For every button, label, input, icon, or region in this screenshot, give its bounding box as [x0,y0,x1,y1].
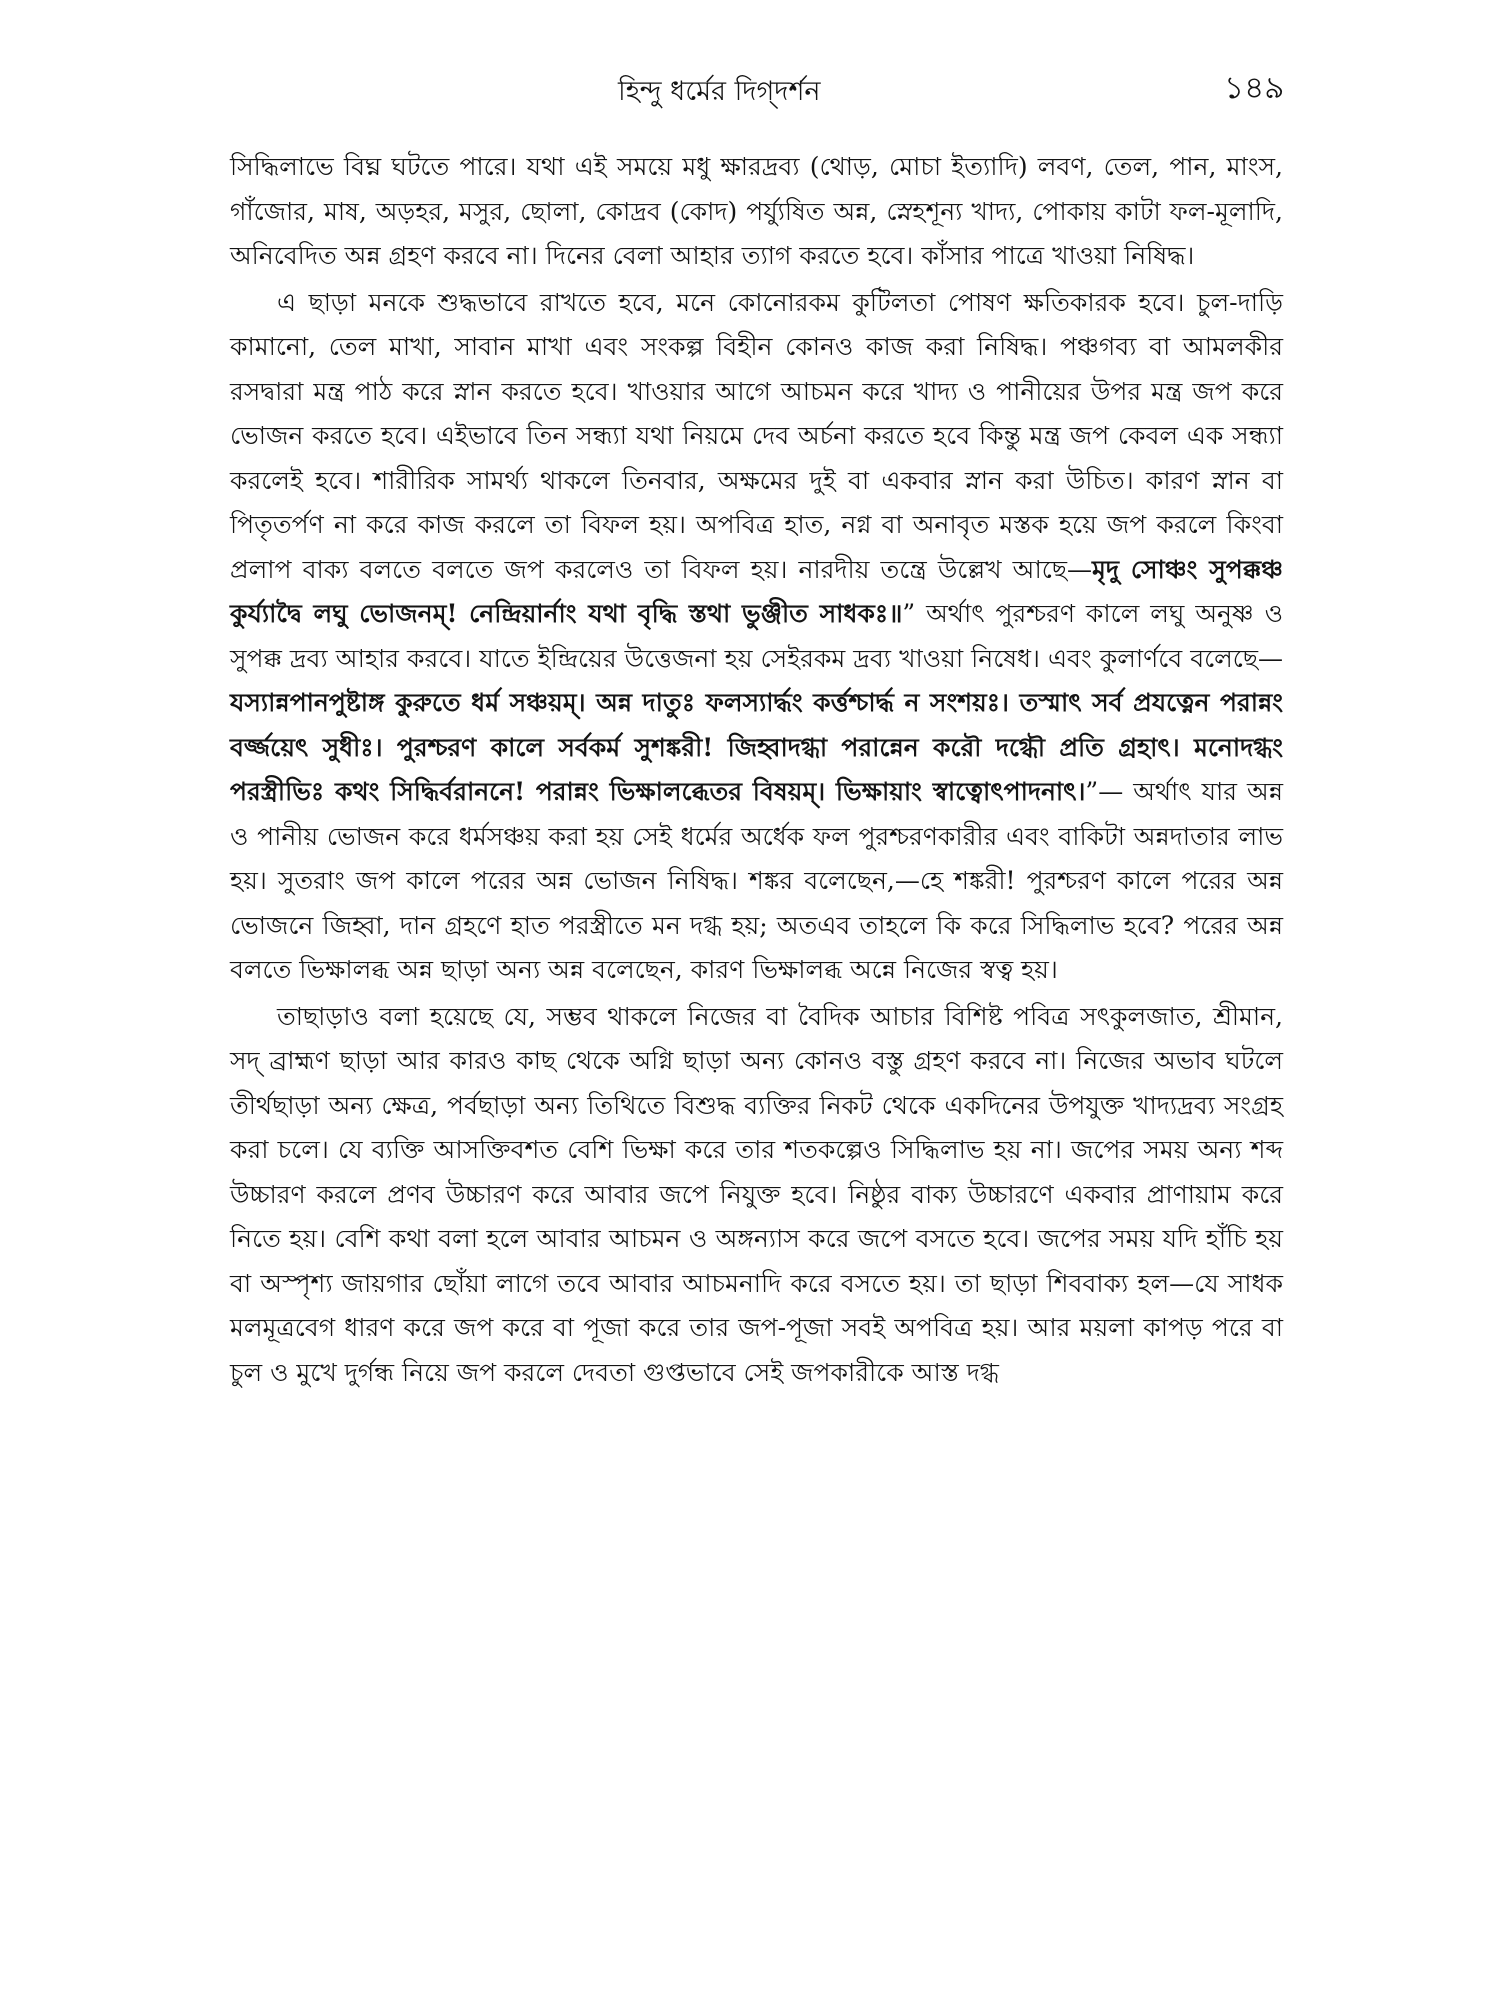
paragraph-text: এ ছাড়া মনকে শুদ্ধভাবে রাখতে হবে, মনে কোনোরকম কুটিলতা পোষণ ক্ষতিকারক হবে। চুল-দাড়ি কামানো, তেল মাখা, সাবান মাখা এবং সংকল্প বিহীন কোনও কাজ করা নিষিদ্ধ। পঞ্চগব্য বা আমলকীর রসদ্বারা মন্ত্র পাঠ করে স্নান করতে হবে। খাওয়ার আগে আচমন করে খাদ্য ও পানীয়ের উপর মন্ত্র জপ করে ভোজন করতে হবে। এইভাবে তিন সন্ধ্যা যথা নিয়মে দেব অর্চনা করতে হবে কিন্তু মন্ত্র জপ কেবল এক সন্ধ্যা করলেই হবে। শারীরিক সামর্থ্য থাকলে তিনবার, অক্ষমের দুই বা একবার স্নান করা উচিত। কারণ স্নান বা পিতৃতর্পণ না করে কাজ করলে তা বিফল হয়। অপবিত্র হাত, নগ্ন বা অনাবৃত মস্তক হয়ে জপ করলে কিংবা প্রলাপ বাক্য বলতে বলতে জপ করলেও তা বিফল হয়। নারদীয় তন্ত্রে উল্লেখ আছে— [230,287,1283,584]
paragraph-text: ”— অর্থাৎ যার অন্ন ও পানীয় ভোজন করে ধর্মসঞ্চয় করা হয় সেই ধর্মের অর্ধেক ফল পুরশ্চরণকারীর এবং বাকিটা অন্নদাতার লাভ হয়। সুতরাং জপ কালে পরের অন্ন ভোজন নিষিদ্ধ। শঙ্কর বলেছেন,—হে শঙ্করী! পুরশ্চরণ কালে পরের অন্ন ভোজনে জিহ্বা, দান গ্রহণে হাত পরস্ত্রীতে মন দগ্ধ হয়; অতএব তাহলে কি করে সিদ্ধিলাভ হবে? পরের অন্ন বলতে ভিক্ষালব্ধ অন্ন ছাড়া অন্য অন্ন বলেছেন, কারণ ভিক্ষালব্ধ অন্নে নিজের স্বত্ব হয়। [230,777,1283,984]
paragraph-3 [230,995,1283,1396]
sanskrit-verse-naradiya: মৃদু সোঞ্চং সুপক্কঞ্চ কুর্য্যাদ্বৈ লঘু ভোজনম্! নেন্দ্রিয়ার্নাং যথা বৃদ্ধি স্তথা ভুঞ্জীত সাধকঃ॥ [230,554,1283,628]
paragraph-text: তাছাড়াও বলা হয়েছে যে, সম্ভব থাকলে নিজের বা বৈদিক আচার বিশিষ্ট পবিত্র সৎকুলজাত, শ্রীমান, সদ্ ব্রাহ্মণ ছাড়া আর কারও কাছ থেকে অগ্নি ছাড়া অন্য কোনও বস্তু গ্রহণ করবে না। নিজের অভাব ঘটলে তীর্থছাড়া অন্য ক্ষেত্র, পর্বছাড়া অন্য তিথিতে বিশুদ্ধ ব্যক্তির নিকট থেকে একদিনের উপযুক্ত খাদ্যদ্রব্য সংগ্রহ করা চলে। যে ব্যক্তি আসক্তিবশত বেশি ভিক্ষা করে তার শতকল্পেও সিদ্ধিলাভ হয় না। জপের সময় অন্য শব্দ উচ্চারণ করলে প্রণব উচ্চারণ করে আবার জপে নিযুক্ত হবে। নিষ্ঠুর বাক্য উচ্চারণে একবার প্রাণায়াম করে নিতে হয়। বেশি কথা বলা হলে আবার আচমন ও অঙ্গন্যাস করে জপে বসতে হবে। জপের সময় যদি হাঁচি হয় বা অস্পৃশ্য জায়গার ছোঁয়া লাগে তবে আবার আচমনাদি করে বসতে হয়। তা ছাড়া শিববাক্য হল—যে সাধক মলমূত্রবেগ ধারণ করে জপ করে বা পূজা করে তার জপ-পূজা সবই অপবিত্র হয়। আর ময়লা কাপড় পরে বা চুল ও মুখে দুর্গন্ধ নিয়ে জপ করলে দেবতা গুপ্তভাবে সেই জপকারীকে আস্ত দগ্ধ [230,1001,1283,1387]
running-header [0,68,1500,128]
running-title: হিন্দু ধর্মের দিগ্‌দর্শন [618,76,821,107]
body-text [230,145,1283,1397]
sanskrit-verse-kularnava: যস্যান্নপানপুষ্টাঙ্গ কুরুতে ধর্ম সঞ্চয়ম্। অন্ন দাতুঃ ফলস্যার্দ্ধং কর্ত্তশ্চার্দ্ধ ন সংশয়ঃ। তস্মাৎ সর্ব প্রযত্নেন পরান্নং বর্জ্জয়েৎ সুধীঃ। পুরশ্চরণ কালে সর্বকর্ম সুশঙ্করী! জিহ্বাদগ্ধা পরান্নেন করৌ দগ্ধৌ প্রতি গ্রহাৎ। মনোদগ্ধং পরস্ত্রীভিঃ কথং সিদ্ধির্বরাননে! পরান্নং ভিক্ষালব্ধেতর বিষয়ম্। ভিক্ষায়াং স্বাত্বোৎপাদনাৎ। [230,688,1283,806]
paragraph-text: সিদ্ধিলাভে বিঘ্ন ঘটতে পারে। যথা এই সময়ে মধু ক্ষারদ্রব্য (থোড়, মোচা ইত্যাদি) লবণ, তেল, পান, মাংস, গাঁজোর, মাষ, অড়হর, মসুর, ছোলা, কোদ্রব (কোদ) পর্য্যুষিত অন্ন, স্নেহশূন্য খাদ্য, পোকায় কাটা ফল-মূলাদি, অনিবেদিত অন্ন গ্রহণ করবে না। দিনের বেলা আহার ত্যাগ করতে হবে। কাঁসার পাত্রে খাওয়া নিষিদ্ধ। [230,152,1283,270]
page-number: ১৪৯ [1224,70,1285,106]
paragraph-1 [230,145,1283,279]
paragraph-2 [230,281,1283,993]
paragraph-text: ” অর্থাৎ পুরশ্চরণ কালে লঘু অনুষ্ণ ও সুপক্ক দ্রব্য আহার করবে। যাতে ইন্দ্রিয়ের উত্তেজনা হয় সেইরকম দ্রব্য খাওয়া নিষেধ। এবং কুলার্ণবে বলেছে— [230,599,1283,673]
